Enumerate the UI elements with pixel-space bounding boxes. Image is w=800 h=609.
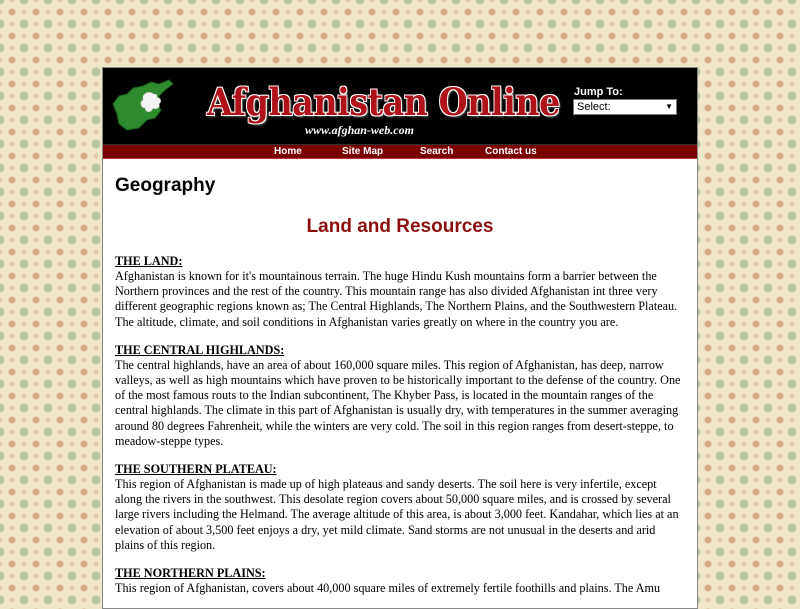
jump-select-value: Select: — [577, 101, 611, 113]
section-central-highlands — [115, 343, 685, 449]
page-title: Geography — [115, 175, 216, 196]
site-url[interactable]: www.afghan-web.com — [305, 123, 414, 137]
section-body: Afghanistan is known for it's mountainous terrain. The huge Hindu Kush mountains form a barrier between the Northern provinces and the rest of the country. This mountain range has also divided Afghanistan int three very different geographic regions known as; The Central Highlands, The Northern Plains, and the Southwestern Plateau. The altitude, climate, and soil conditions in Afghanistan varies greatly on where in the country you are. — [115, 269, 678, 329]
site-title[interactable]: Afghanistan Online — [207, 80, 560, 124]
section-body: This region of Afghanistan is made up of high plateaus and sandy deserts. The soil here is very infertile, except along the rivers in the southwest. This desolate region covers about 50,000 square miles, and is crossed by several large rivers including the Helmand. The average altitude of this area, is about 3,000 feet. Kandahar, which lies at an elevation of about 3,500 feet enjoys a dry, yet mild climate. Sand storms are not unusual in the deserts and arid plains of this region. — [115, 477, 679, 552]
section-the-land — [115, 254, 685, 330]
jump-to-label: Jump To: — [574, 86, 623, 98]
nav-home-link[interactable]: Home — [274, 146, 302, 157]
section-body: The central highlands, have an area of about 160,000 square miles. This region of Afghanistan, has deep, narrow valleys, as well as high mountains which have proven to be historically important to the defense of the country. One of the most famous routs to the Indian subcontinent, The Khyber Pass, is located in the mountain ranges of the central highlands. The climate in this part of Afghanistan is usually dry, with temperatures in the summer averaging around 80 degrees Fahrenheit, while the winters are very cold. The soil in this region ranges from desert-steppe, to meadow-steppe types. — [115, 357, 681, 448]
nav-bar — [103, 144, 697, 159]
section-southern-plateau — [115, 462, 685, 553]
section-title: Land and Resources — [306, 216, 494, 237]
page-container — [102, 67, 698, 609]
section-heading: THE CENTRAL HIGHLANDS: — [115, 342, 285, 357]
nav-site-map-link[interactable]: Site Map — [342, 146, 384, 157]
section-heading: THE NORTHERN PLAINS: — [115, 566, 266, 581]
section-northern-plains — [115, 566, 685, 596]
site-header — [103, 68, 697, 144]
afghanistan-map-logo-icon[interactable] — [109, 74, 175, 138]
dropdown-arrow-icon: ▼ — [665, 102, 673, 111]
nav-contact-link[interactable]: Contact us — [485, 146, 537, 157]
section-body: This region of Afghanistan, covers about 40,000 square miles of extremely fertile foothills and plains. The Amu — [115, 581, 661, 596]
section-heading: THE SOUTHERN PLATEAU: — [115, 462, 277, 477]
main-content — [103, 175, 697, 596]
jump-to-select[interactable] — [573, 99, 677, 115]
nav-search-link[interactable]: Search — [420, 146, 454, 157]
section-heading: THE LAND: — [115, 254, 183, 268]
